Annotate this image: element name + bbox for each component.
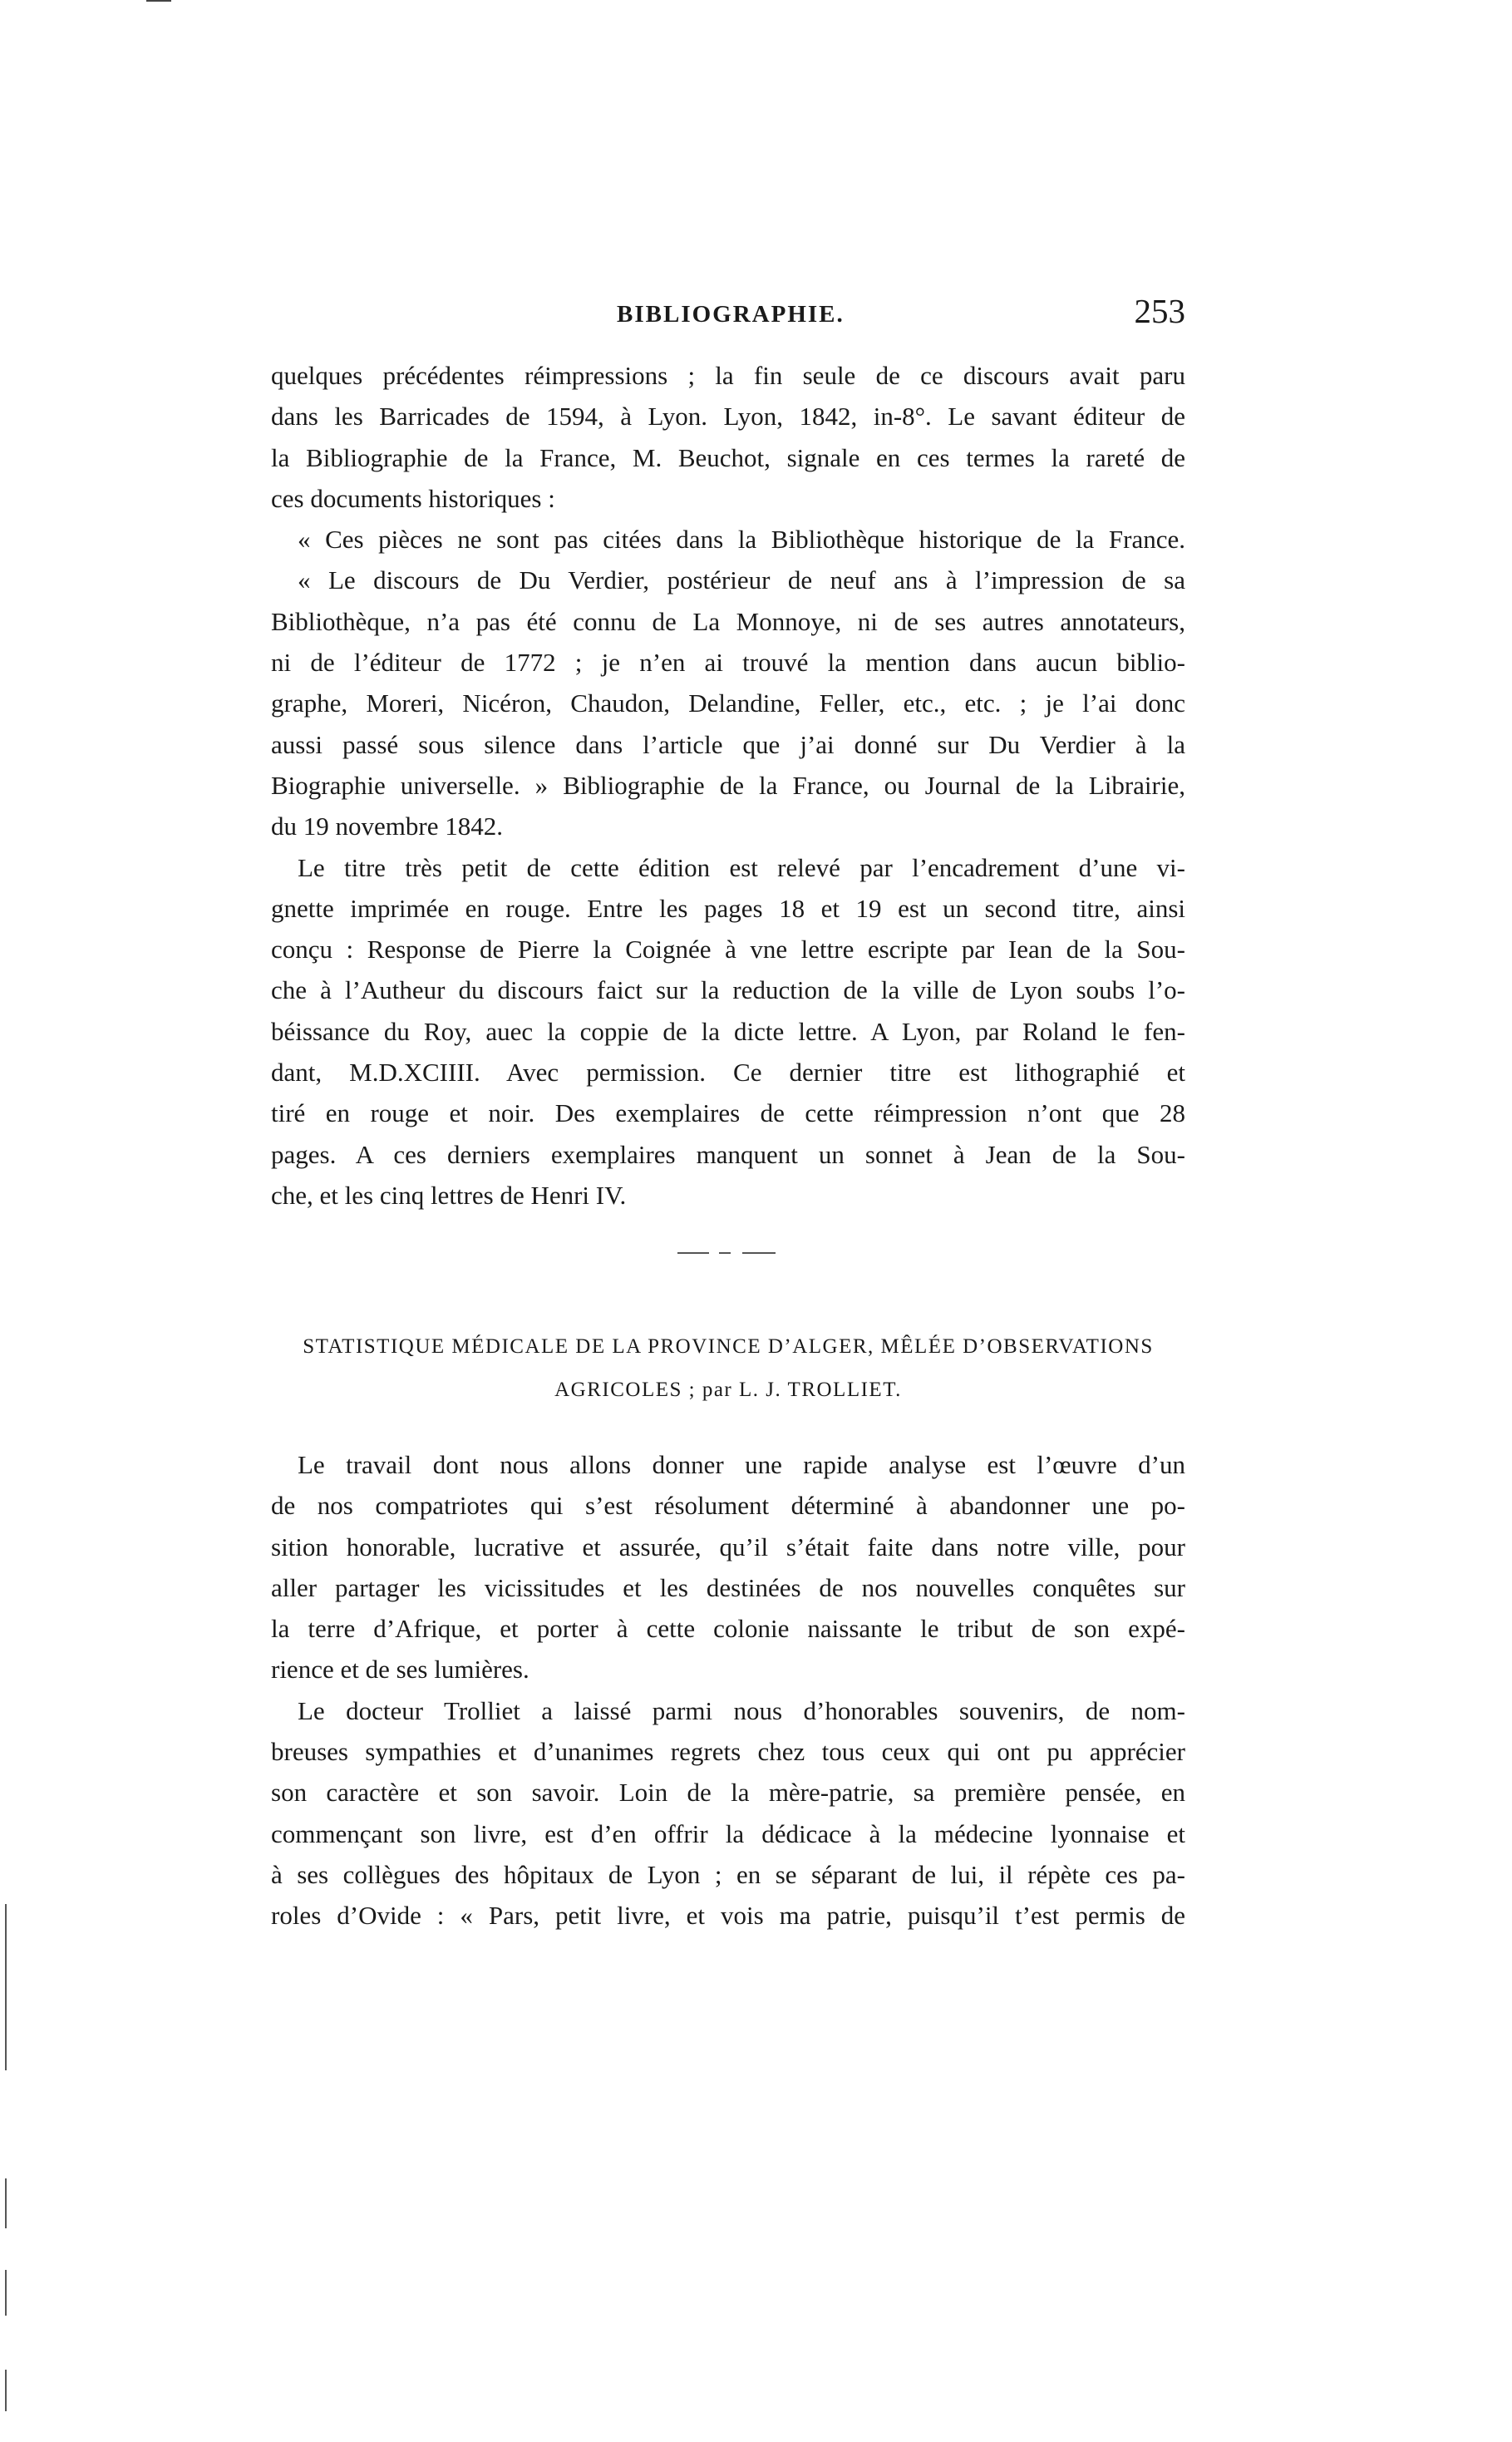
text-line: Le docteur Trolliet a laissé parmi nous d’honorables souvenirs, de nom- [298,1695,1185,1725]
text-line: che à l’Autheur du discours faict sur la reduction de la ville de Lyon soubs l’o- [271,975,1185,1005]
scan-edge-mark [146,0,171,2]
text-line: ni de l’éditeur de 1772 ; je n’en ai trouvé la mention dans aucun biblio- [271,648,1185,678]
text-line: conçu : Response de Pierre la Coignée à vne lettre escripte par Iean de la Sou- [271,935,1185,964]
text-line: commençant son livre, est d’en offrir la dédicace à la médecine lyonnaise et [271,1818,1185,1848]
text-line: ces documents historiques : [271,483,555,513]
text-line: tiré en rouge et noir. Des exemplaires de cette réimpression n’ont que 28 [271,1098,1185,1128]
text-line: Le titre très petit de cette édition est relevé par l’encadrement d’une vi- [298,852,1185,882]
text-line: aller partager les vicissitudes et les destinées de nos nouvelles conquêtes sur [271,1572,1185,1602]
margin-scan-mark [5,2178,7,2228]
running-head: BIBLIOGRAPHIE. [617,301,845,328]
page-number: 253 [1134,292,1185,330]
text-line: graphe, Moreri, Nicéron, Chaudon, Delandine, Feller, etc., etc. ; je l’ai donc [271,688,1185,718]
text-line: pages. A ces derniers exemplaires manquent un sonnet à Jean de la Sou- [271,1139,1185,1169]
text-line: du 19 novembre 1842. [271,812,503,841]
margin-scan-mark [5,2370,7,2411]
text-line: de nos compatriotes qui s’est résolument déterminé à abandonner une po- [271,1491,1185,1521]
text-line: son caractère et son savoir. Loin de la mère-patrie, sa première pensée, en [271,1778,1185,1808]
article-title [271,1325,1185,1412]
text-line: la terre d’Afrique, et porter à cette colonie naissante le tribut de son expé- [271,1614,1185,1644]
text-line: dant, M.D.XCIIII. Avec permission. Ce dernier titre est lithographié et [271,1058,1185,1088]
text-line: aussi passé sous silence dans l’article que j’ai donné sur Du Verdier à la [271,729,1185,759]
margin-scan-mark [5,1904,7,2070]
text-line: « Ces pièces ne sont pas citées dans la Bibliothèque historique de la France. [298,525,1185,555]
text-line: Le travail dont nous allons donner une rapide analyse est l’œuvre d’un [298,1450,1185,1479]
text-line: roles d’Ovide : « Pars, petit livre, et vois ma patrie, puisqu’il t’est permis de [271,1901,1185,1931]
title-line: STATISTIQUE MÉDICALE DE LA PROVINCE D’ALGER, MÊLÉE D’OBSERVATIONS [303,1335,1154,1358]
section-separator-ornament [677,1250,776,1256]
text-line: béissance du Roy, auec la coppie de la dicte lettre. A Lyon, par Roland le fen- [271,1016,1185,1046]
text-line: Biographie universelle. » Bibliographie de la France, ou Journal de la Librairie, [271,770,1185,800]
page-header [271,292,1185,351]
article-text [271,1444,1185,1936]
text-line: « Le discours de Du Verdier, postérieur de neuf ans à l’impression de sa [298,565,1185,595]
bibliography-text [271,355,1185,1216]
margin-scan-mark [5,2270,7,2316]
text-line: breuses sympathies et d’unanimes regrets chez tous ceux qui ont pu apprécier [271,1737,1185,1767]
title-line: AGRICOLES ; par L. J. TROLLIET. [554,1379,902,1401]
text-line: Bibliothèque, n’a pas été connu de La Monnoye, ni de ses autres annotateurs, [271,606,1185,636]
text-line: la Bibliographie de la France, M. Beuchot, signale en ces termes la rareté de [271,442,1185,472]
text-line: rience et de ses lumières. [271,1655,529,1685]
text-line: che, et les cinq lettres de Henri IV. [271,1180,627,1210]
text-line: à ses collègues des hôpitaux de Lyon ; en se séparant de lui, il répète ces pa- [271,1859,1185,1889]
text-line: gnette imprimée en rouge. Entre les pages 18 et 19 est un second titre, ainsi [271,893,1185,923]
text-line: dans les Barricades de 1594, à Lyon. Lyon, 1842, in-8°. Le savant éditeur de [271,402,1185,432]
text-line: quelques précédentes réimpressions ; la fin seule de ce discours avait paru [271,361,1185,390]
text-line: sition honorable, lucrative et assurée, qu’il s’était faite dans notre ville, pour [271,1532,1185,1561]
